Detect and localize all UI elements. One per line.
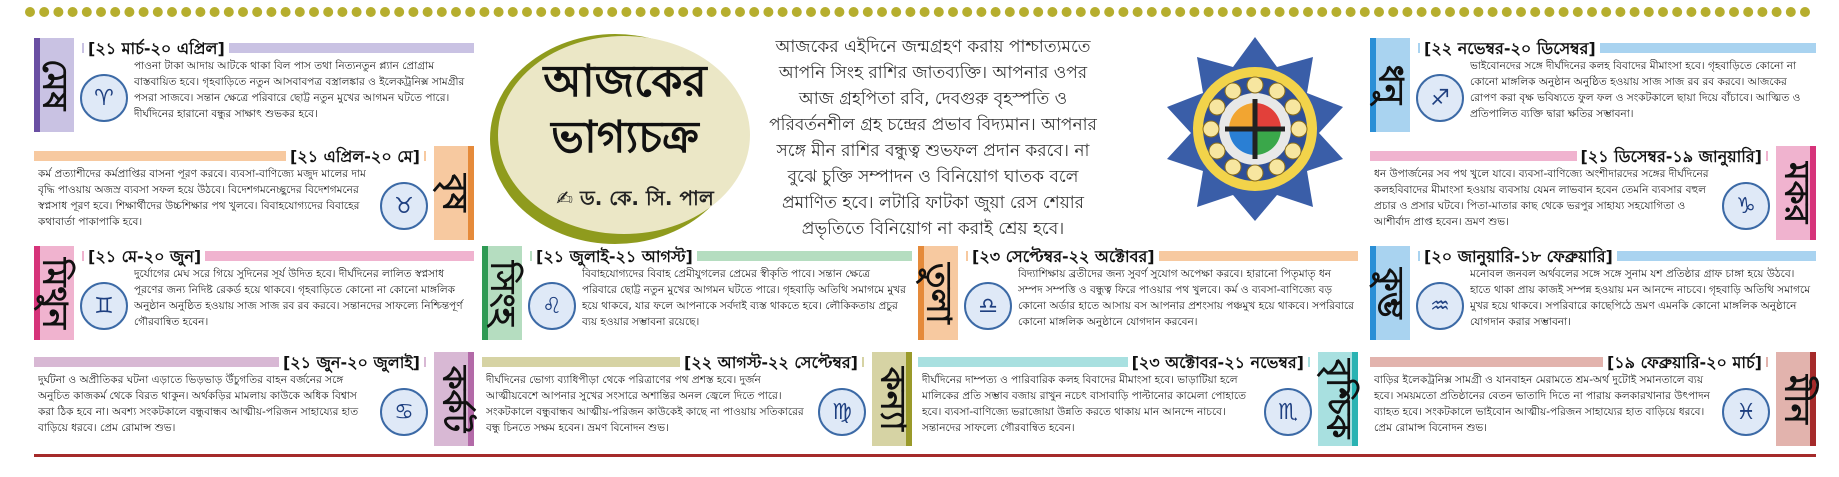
pen-icon: ✍ bbox=[556, 186, 580, 210]
border-dot bbox=[1289, 7, 1299, 17]
sign-date-range: [২০ জানুয়ারি-১৮ ফেব্রুয়ারি] bbox=[1420, 244, 1617, 271]
sign-name: মীন bbox=[1776, 374, 1817, 424]
border-dot bbox=[1204, 7, 1214, 17]
border-dot bbox=[494, 7, 504, 17]
border-dot bbox=[834, 7, 844, 17]
gemini-icon: ♊ bbox=[80, 282, 128, 330]
sign-name: সিংহ bbox=[482, 260, 523, 326]
border-dot bbox=[593, 7, 603, 17]
border-dot bbox=[380, 7, 390, 17]
border-dot bbox=[408, 7, 418, 17]
sign-name-tab bbox=[482, 246, 522, 340]
border-dot bbox=[465, 7, 475, 17]
sign-name-tab bbox=[434, 146, 474, 240]
border-dot bbox=[181, 7, 191, 17]
border-dot bbox=[948, 7, 958, 17]
border-dot bbox=[53, 7, 63, 17]
border-dot bbox=[352, 7, 362, 17]
border-dot bbox=[550, 7, 560, 17]
border-dot bbox=[863, 7, 873, 17]
bottom-rule bbox=[34, 454, 1816, 457]
border-dot bbox=[1033, 7, 1043, 17]
title-line-1: আজকের bbox=[543, 56, 707, 107]
sign-name-tab bbox=[34, 38, 74, 132]
border-dot bbox=[1189, 7, 1199, 17]
border-dot bbox=[1559, 7, 1569, 17]
border-dot bbox=[749, 7, 759, 17]
sign-prediction: বিদ্যাশিক্ষায় ব্রতীদের জন্য সুবর্ণ সুযোগ অপেক্ষা করবে। হারানো পিতৃমাতৃ ধন সম্পদ সম্পত্তি ও বন্ধুত্ব ফিরে পাওয়ার পথ খুলবে। কর্ম ও ব্যবসা-বাণিজ্যে বড় কোনো অর্ডার হাতে আসায় বস আপনার প্রশংসায় পঞ্চমুখ হয়ে থাকবে। সপরিবারে কোনো মাঙ্গলিক অনুষ্ঠানে যোগদান করবেন। bbox=[1018, 268, 1354, 328]
border-dot bbox=[1658, 7, 1668, 17]
horoscope-mithun bbox=[34, 246, 474, 344]
border-dot bbox=[124, 7, 134, 17]
border-dot bbox=[1715, 7, 1725, 17]
border-dot bbox=[522, 7, 532, 17]
border-dot bbox=[153, 7, 163, 17]
border-dot bbox=[110, 7, 120, 17]
border-dot bbox=[1573, 7, 1583, 17]
sign-prediction: মনোবল জনবল অর্থবলের সঙ্গে সঙ্গে সুনাম যশ প্রতিষ্ঠার গ্রাফ চাঙ্গা হয়ে উঠবে। হাতে থাকা প্রায় কাজই সম্পন্ন হওয়ায় মন আনন্দে নাচবে। গৃহবাড়ি অতিথি সমাগমে মুখর হয়ে থাকবে। সপরিবারে কাছেপিঠে ভ্রমণ এমনকি কোনো মাঙ্গলিক অনুষ্ঠানে যোগদান করার সম্ভাবনা। bbox=[1470, 268, 1811, 328]
title-line-2: ভাগ্যচক্র bbox=[551, 112, 699, 163]
virgo-icon: ♍ bbox=[818, 388, 866, 436]
sign-date-range: [২১ জুন-২০ জুলাই] bbox=[279, 350, 424, 377]
border-dot bbox=[1743, 7, 1753, 17]
horoscope-meen bbox=[1370, 352, 1816, 450]
border-dot bbox=[565, 7, 575, 17]
border-dot bbox=[1615, 7, 1625, 17]
sign-date-range: [২১ জুলাই-২১ আগস্ট] bbox=[532, 244, 697, 271]
horoscope-tula bbox=[918, 246, 1358, 344]
horoscope-singha bbox=[482, 246, 912, 344]
border-dot bbox=[224, 7, 234, 17]
sign-name-tab bbox=[1776, 352, 1816, 446]
libra-icon: ♎ bbox=[964, 282, 1012, 330]
horoscope-kanya bbox=[482, 352, 912, 450]
aries-icon: ♈ bbox=[80, 74, 128, 122]
border-dot bbox=[1246, 7, 1256, 17]
horoscope-kumbha bbox=[1370, 246, 1816, 344]
border-dot bbox=[1133, 7, 1143, 17]
border-dot bbox=[1459, 7, 1469, 17]
border-dot bbox=[1374, 7, 1384, 17]
sign-prediction: কর্ম প্রত্যাশীদের কর্মপ্রাপ্তির বাসনা পূরণ করবে। ব্যবসা-বাণিজ্যে মজুদ মালের দাম বৃদ্ধি পাওয়ায় অজস্র ব্যবসা সফল হয়ে উঠবে। বিদেশগমনেচ্ছুদের বিদেশগমনের স্বপ্নসাধ পূরণ হবে। শিক্ষার্থীদের উচ্চশিক্ষার পথ খুলবে। বিবাহযোগ্যদের বিবাহের কথাবার্তা পাকাপাকি হবে। bbox=[38, 168, 366, 228]
sign-date-range: [২২ নভেম্বর-২০ ডিসেম্বর] bbox=[1420, 36, 1600, 63]
border-dot bbox=[423, 7, 433, 17]
border-dot bbox=[1729, 7, 1739, 17]
border-dot bbox=[778, 7, 788, 17]
sign-name: বৃষ bbox=[434, 174, 475, 212]
border-dot bbox=[905, 7, 915, 17]
sign-name: মেষ bbox=[34, 59, 75, 111]
border-dot bbox=[1346, 7, 1356, 17]
border-dot bbox=[210, 7, 220, 17]
border-dot bbox=[1502, 7, 1512, 17]
horoscope-makar bbox=[1370, 146, 1816, 244]
sign-prediction: দুর্যোগের মেঘ সরে গিয়ে সুদিনের সূর্য উদিত হবে। দীর্ঘদিনের লালিত স্বপ্নসাধ পূরণের জন্য নিদিষ্ট রেকর্ড হয়ে থাকবে। গৃহবাড়িতে কোনো না কোনো মাঙ্গলিক অনুষ্ঠান অনুষ্ঠিত হওয়ায় সাজ সাজ রব রব করবে। সন্তানদের সাফল্যে নিশ্চিন্তপূর্ণ গৌরবান্বিত হবেন। bbox=[134, 268, 463, 328]
sign-date-range: [১৯ ফেব্রুয়ারি-২০ মার্চ] bbox=[1603, 350, 1766, 377]
border-dot bbox=[692, 7, 702, 17]
border-dot bbox=[707, 7, 717, 17]
border-dot bbox=[266, 7, 276, 17]
border-dot bbox=[721, 7, 731, 17]
border-dot bbox=[1701, 7, 1711, 17]
sign-name: তুলা bbox=[918, 262, 959, 324]
horoscope-dhanu bbox=[1370, 38, 1816, 136]
border-dot bbox=[508, 7, 518, 17]
border-dot bbox=[309, 7, 319, 17]
border-dot bbox=[820, 7, 830, 17]
sign-date-range: [২১ মার্চ-২০ এপ্রিল] bbox=[84, 36, 229, 63]
border-dot bbox=[25, 7, 35, 17]
border-dot bbox=[1686, 7, 1696, 17]
border-dot bbox=[1047, 7, 1057, 17]
border-dot bbox=[877, 7, 887, 17]
taurus-icon: ♉ bbox=[380, 182, 428, 230]
border-dot bbox=[1005, 7, 1015, 17]
border-dot bbox=[934, 7, 944, 17]
sign-date-range: [২৩ অক্টোবর-২১ নভেম্বর] bbox=[1128, 350, 1308, 377]
scorpio-icon: ♏ bbox=[1264, 388, 1312, 436]
border-dot bbox=[1360, 7, 1370, 17]
border-dot bbox=[1317, 7, 1327, 17]
border-dot bbox=[1076, 7, 1086, 17]
sign-name-tab bbox=[872, 352, 912, 446]
author-byline bbox=[550, 184, 720, 217]
intro-paragraph: আজকের এইদিনে জন্মগ্রহণ করায় পাশ্চাত্যমতে আপনি সিংহ রাশির জাতব্যক্তি। আপনার ওপর আজ গ্রহপিতা রবি, দেবগুরু বৃহস্পতি ও পরিবর্তনশীল গ্রহ চন্দ্রের প্রভাব বিদ্যমান। আপনার সঙ্গে মীন রাশির বন্ধুত্ব শুভফল প্রদান করবে। না বুঝে চুক্তি সম্পাদন ও বিনিয়োগ ঘাতক বলে প্রমাণিত হবে। লটারি ফাটকা জুয়া রেস শেয়ার প্রভৃতিতে বিনিয়োগ না করাই শ্রেয় হবে। bbox=[769, 37, 1097, 239]
border-dot bbox=[96, 7, 106, 17]
border-dot bbox=[991, 7, 1001, 17]
border-dot bbox=[607, 7, 617, 17]
border-dot bbox=[891, 7, 901, 17]
border-dot bbox=[281, 7, 291, 17]
sign-prediction: দীর্ঘদিনের ভোগ্য ব্যাধিপীড়া থেকে পরিত্রাণের পথ প্রশস্ত হবে। দুর্জন আত্মীয়বেশে আপনার সুখের সংসারে অশান্তির অনল জ্বেলে দিতে পারে। সংকটকালে বন্ধুবান্ধব আত্মীয়-পরিজন কাউকেই কাছে না পাওয়ায় সতিকারের বন্ধু চিনতে সক্ষম হবেন। ভ্রমণ বিনোদন শুভ। bbox=[486, 374, 804, 434]
sign-prediction: ধন উপার্জনের সব পথ খুলে যাবে। ব্যবসা-বাণিজ্যে অংশীদারদের সঙ্গের দীর্ঘদিনের কলহবিবাদের মীমাংসা হওয়ায় ব্যবসায় যেমন লাভবান হবেন তেমনি ব্যবসার বহুল প্রচার ও প্রসার ঘটবে। পিতা-মাতার কাছ থেকে ভরপুর সাহায্য সহযোগিতা ও আশীর্বাদ প্রাপ্ত হবেন। ভ্রমণ শুভ। bbox=[1374, 168, 1709, 228]
border-dot bbox=[1232, 7, 1242, 17]
sign-date-range: [২২ আগস্ট-২২ সেপ্টেম্বর] bbox=[680, 350, 862, 377]
sign-date-range: [২১ ডিসেম্বর-১৯ জানুয়ারি] bbox=[1577, 144, 1766, 171]
border-dot bbox=[1473, 7, 1483, 17]
border-dot bbox=[1303, 7, 1313, 17]
border-dot bbox=[1402, 7, 1412, 17]
border-dot bbox=[1644, 7, 1654, 17]
border-dot bbox=[139, 7, 149, 17]
border-dot bbox=[1019, 7, 1029, 17]
border-dot bbox=[238, 7, 248, 17]
sign-name-tab bbox=[1370, 246, 1410, 340]
border-dot bbox=[1630, 7, 1640, 17]
horoscope-brishchik bbox=[918, 352, 1358, 450]
cancer-icon: ♋ bbox=[380, 388, 428, 436]
border-dot bbox=[1275, 7, 1285, 17]
sign-prediction: বাড়ির ইলেকট্রনিক্স সামগ্রী ও যানবাহন মেরামতে শ্রম-অর্থ দুটোই সমানতালে ব্যয় হবে। সময়মতো প্রতিষ্ঠানের বেতন ভাতাদি দিতে না পারায় কলকারখানার উৎপাদন ব্যাহত হবে। সংকটকালে ভাইবোন আত্মীয়-পরিজন সাহায্যের হাত বাড়িয়ে ধরবে। প্রেম রোমান্স বিনোদন শুভ। bbox=[1374, 374, 1710, 434]
border-dot bbox=[252, 7, 262, 17]
border-dot bbox=[1118, 7, 1128, 17]
horoscope-mesh bbox=[34, 38, 474, 136]
border-dot bbox=[39, 7, 49, 17]
border-dot bbox=[82, 7, 92, 17]
sign-date-range: [২১ মে-২০ জুন] bbox=[84, 244, 205, 271]
pisces-icon: ♓ bbox=[1722, 388, 1770, 436]
sign-name: বৃশ্চিক bbox=[1318, 359, 1359, 439]
sign-name: কন্যা bbox=[872, 367, 913, 431]
border-dot bbox=[1417, 7, 1427, 17]
sign-name-tab bbox=[1370, 38, 1410, 132]
border-dot bbox=[650, 7, 660, 17]
border-dot bbox=[1772, 7, 1782, 17]
sign-name: কর্কট bbox=[434, 365, 475, 433]
top-dotted-border bbox=[24, 6, 1814, 18]
border-dot bbox=[962, 7, 972, 17]
border-dot bbox=[763, 7, 773, 17]
border-dot bbox=[323, 7, 333, 17]
sign-name-tab bbox=[434, 352, 474, 446]
leo-icon: ♌ bbox=[528, 282, 576, 330]
border-dot bbox=[536, 7, 546, 17]
title-medallion bbox=[490, 34, 758, 244]
sign-name-tab bbox=[34, 246, 74, 340]
border-dot bbox=[1601, 7, 1611, 17]
border-dot bbox=[849, 7, 859, 17]
border-dot bbox=[1104, 7, 1114, 17]
horoscope-brish bbox=[34, 146, 474, 244]
border-dot bbox=[1587, 7, 1597, 17]
sign-prediction: বিবাহযোগ্যদের বিবাহ প্রেমীযুগলের প্রেমের স্বীকৃতি পাবে। সন্তান ক্ষেত্রে পরিবারে ছোট্ট নতুন মুখের আগমন ঘটতে পারে। গৃহবাড়ি অতিথি সমাগমে মুখর হয়ে থাকবে, যার ফলে আপনাকে সর্বদাই ব্যস্ত থাকতে হবে। লৌকিকতায় প্রচুর ব্যয় হওয়ার সম্ভাবনা রয়েছে। bbox=[582, 268, 906, 328]
sign-prediction: দীর্ঘদিনের দাম্পত্য ও পারিবারিক কলহ বিবাদের মীমাংসা হবে। ভাড়াটিয়া হলে মালিকের প্রতি সম্ভাব বজায় রাখুন নচেৎ বাসাবাড়ি পাল্টানোর কামেলা পোহাতে হবে। ব্যবসা-বাণিজ্যে ভরাজোয়া উন্নতি করতে থাকায় মান আনন্দে নাচবে। সন্তানদের সাফল্যে গৌরবান্বিত হবেন। bbox=[922, 374, 1247, 434]
border-dot bbox=[792, 7, 802, 17]
sign-prediction: দুর্ঘটনা ও অপ্রীতিকর ঘটনা এড়াতে ভিড়ভাড় উঁচুগতির বাহন বর্জনের সঙ্গে অনুচিত কাজকর্ম থেকে বিরত থাকুন। অর্থকড়ির মামলায় কাউকে অধিক বিশ্বাস করা ঠিক হবে না। অবশ্য সংকটকালে বন্ধুবান্ধব আত্মীয়-পরিজন সাহায্যের হাত বাড়িয়ে ধরবে। প্রেম রোমান্স শুভ। bbox=[38, 374, 359, 434]
border-dot bbox=[1757, 7, 1767, 17]
border-dot bbox=[806, 7, 816, 17]
border-dot bbox=[1147, 7, 1157, 17]
border-dot bbox=[1218, 7, 1228, 17]
border-dot bbox=[1260, 7, 1270, 17]
sagittarius-icon: ♐ bbox=[1416, 74, 1464, 122]
sign-name-tab bbox=[918, 246, 958, 340]
border-dot bbox=[678, 7, 688, 17]
sign-date-range: [২১ এপ্রিল-২০ মে] bbox=[286, 144, 424, 171]
border-dot bbox=[1530, 7, 1540, 17]
border-dot bbox=[664, 7, 674, 17]
sign-name-tab bbox=[1318, 352, 1358, 446]
sign-name: ধনু bbox=[1370, 65, 1411, 105]
border-dot bbox=[1488, 7, 1498, 17]
sign-prediction: ভাইবোনদের সঙ্গে দীর্ঘদিনের কলহ বিবাদের মীমাংসা হবে। গৃহবাড়িতে কোনো না কোনো মাঙ্গলিক অনুষ্ঠান অনুষ্ঠিত হওয়ায় সাজ সাজ রব রব করবে। আজকের রোপণ করা বৃক্ষ ভবিষ্যতে ফুল ফল ও সংকটকালে ছায়া দিয়ে বাঁচাবে। আত্মিত ও প্রতিপালিত ব্যক্তি দ্বারা ক্ষতির সম্ভাবনা। bbox=[1470, 60, 1801, 120]
sign-prediction: পাওনা টাকা আদায় আটকে থাকা বিল পাস তথা নিত্যনতুন প্ল্যান প্রোগ্রাম বাস্তবায়িত হবে। গৃহবাড়িতে নতুন আসবাবপত্র বস্ত্রালঙ্কার ও ইলেকট্রনিক্স সামগ্রীর পসরা সাজবে। সন্তান ক্ষেত্রে পরিবারে ছোট্ট নতুন মুখের আগমন ঘটতে পারে। দীর্ঘদিনের হারানো বন্ধুর সাক্ষাৎ শুভকর হবে। bbox=[134, 60, 465, 120]
horoscope-karkat bbox=[34, 352, 474, 450]
border-dot bbox=[920, 7, 930, 17]
border-dot bbox=[295, 7, 305, 17]
border-dot bbox=[437, 7, 447, 17]
sign-date-range: [২৩ সেপ্টেম্বর-২২ অক্টোবর] bbox=[968, 244, 1159, 271]
border-dot bbox=[1672, 7, 1682, 17]
sign-name-tab bbox=[1776, 146, 1816, 240]
border-dot bbox=[167, 7, 177, 17]
border-dot bbox=[1445, 7, 1455, 17]
border-dot bbox=[1175, 7, 1185, 17]
border-dot bbox=[479, 7, 489, 17]
border-dot bbox=[976, 7, 986, 17]
border-dot bbox=[1431, 7, 1441, 17]
sign-name: মকর bbox=[1776, 162, 1817, 224]
border-dot bbox=[1090, 7, 1100, 17]
border-dot bbox=[636, 7, 646, 17]
border-dot bbox=[735, 7, 745, 17]
border-dot bbox=[394, 7, 404, 17]
border-dot bbox=[195, 7, 205, 17]
border-dot bbox=[1062, 7, 1072, 17]
border-dot bbox=[68, 7, 78, 17]
capricorn-icon: ♑ bbox=[1722, 182, 1770, 230]
border-dot bbox=[621, 7, 631, 17]
border-dot bbox=[579, 7, 589, 17]
border-dot bbox=[451, 7, 461, 17]
aquarius-icon: ♒ bbox=[1416, 282, 1464, 330]
border-dot bbox=[1544, 7, 1554, 17]
border-dot bbox=[366, 7, 376, 17]
border-dot bbox=[337, 7, 347, 17]
border-dot bbox=[1800, 7, 1810, 17]
sign-name: মিথুন bbox=[34, 257, 75, 329]
author-name: ড. কে. সি. পাল bbox=[580, 186, 714, 210]
zodiac-wheel-icon bbox=[1160, 34, 1350, 224]
border-dot bbox=[1516, 7, 1526, 17]
page-title bbox=[520, 54, 730, 166]
border-dot bbox=[1388, 7, 1398, 17]
border-dot bbox=[1331, 7, 1341, 17]
border-dot bbox=[1786, 7, 1796, 17]
sign-name: কুম্ভ bbox=[1370, 267, 1411, 319]
border-dot bbox=[1161, 7, 1171, 17]
